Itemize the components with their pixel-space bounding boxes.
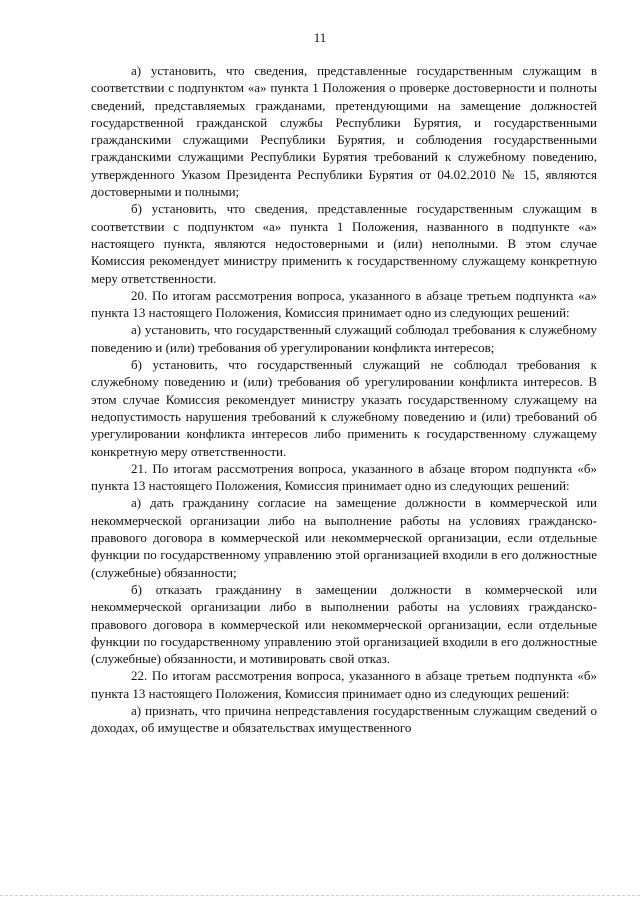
paragraph-21-a: а) дать гражданину согласие на замещение должности в коммерческой или некоммерческой организации либо на выполнение работы на условиях гражданско-правового договора в коммерческой или некоммерческой организации, если отдельные функции по государственному управлению этой организацией входили в его должностные (служебные) обязанности; — [91, 495, 597, 580]
page-number: 11 — [313, 30, 327, 45]
paragraph-20-a: а) установить, что государственный служащий соблюдал требования к служебному поведению и (или) требования об урегулировании конфликта интересов; — [91, 322, 597, 355]
paragraph-b-unreliable: б) установить, что сведения, представленные государственным служащим в соответствии с подпунктом «а» пункта 1 Положения, названного в подпункте «а» настоящего пункта, являются недостоверными и (или) неполными. В этом случае Комиссия рекомендует министру применить к государственному служащему конкретную меру ответственности. — [91, 201, 597, 286]
document-body — [91, 62, 597, 737]
paragraph-21-b: б) отказать гражданину в замещении должности в коммерческой или некоммерческой организации либо в выполнении работы на условиях гражданско-правового договора в коммерческой или некоммерческой организации, если отдельные функции по государственному управлению этой организацией входили в его должностные (служебные) обязанности, и мотивировать свой отказ. — [91, 581, 597, 667]
paragraph-a-reliable: а) установить, что сведения, представленные государственным служащим в соответствии с подпунктом «а» пункта 1 Положения о проверке достоверности и полноты сведений, представляемых гражданами, претендующими на замещение должностей государственной гражданской службы Республики Бурятия, и государственными гражданскими служащими Республики Бурятия, и соблюдения государственными гражданскими служащими Республики Бурятия требований к служебному поведению, утвержденного Указом Президента Республики Бурятия от 04.02.2010 № 15, являются достоверными и полными; — [91, 63, 597, 200]
paragraph-20-b: б) установить, что государственный служащий не соблюдал требования к служебному поведению и (или) требования об урегулировании конфликта интересов. В этом случае Комиссия рекомендует министру указать государственному служащему на недопустимость нарушения требований к служебному поведению и (или) требований об урегулировании конфликта интересов либо применить к государственному служащему конкретную меру ответственности. — [91, 357, 597, 459]
paragraph-21: 21. По итогам рассмотрения вопроса, указанного в абзаце втором подпункта «б» пункта 13 настоящего Положения, Комиссия принимает одно из следующих решений: — [91, 460, 597, 494]
paragraph-22-a: а) признать, что причина непредставления государственным служащим сведений о доходах, об имуществе и обязательствах имущественного — [91, 702, 597, 736]
paragraph-20: 20. По итогам рассмотрения вопроса, указанного в абзаце третьем подпункта «а» пункта 13 настоящего Положения, Комиссия принимает одно из следующих решений: — [91, 287, 597, 321]
paragraph-22: 22. По итогам рассмотрения вопроса, указанного в абзаце третьем подпункта «б» пункта 13 настоящего Положения, Комиссия принимает одно из следующих решений: — [91, 668, 597, 701]
page-bottom-divider — [0, 895, 640, 896]
